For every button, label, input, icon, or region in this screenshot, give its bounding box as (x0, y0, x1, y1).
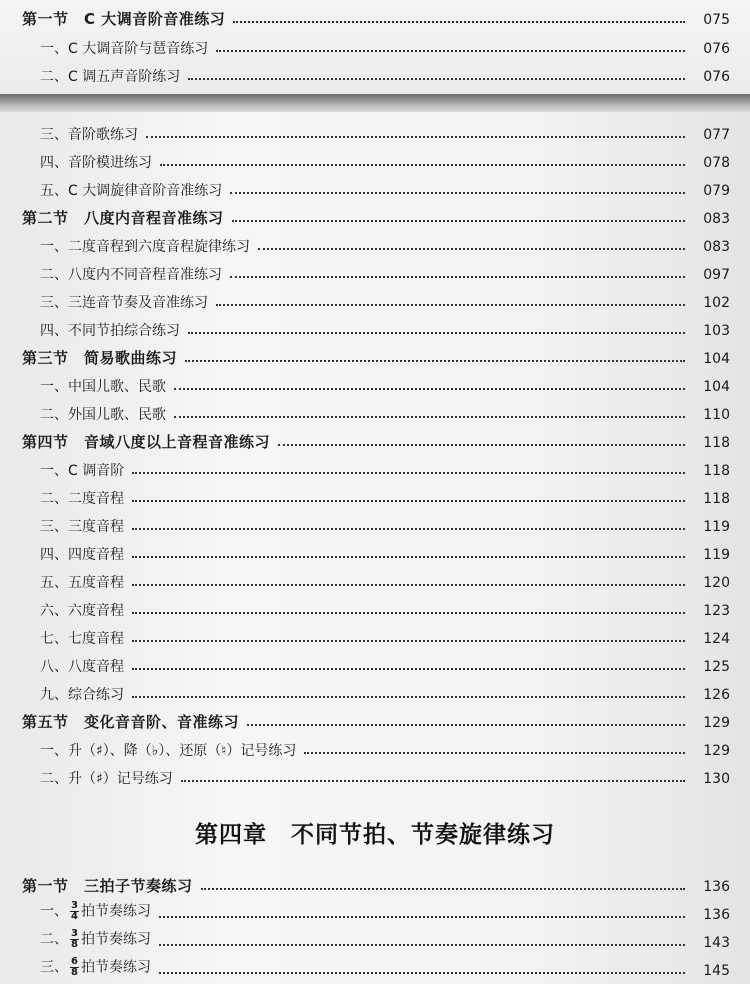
toc-entry-label: 五、五度音程 (40, 575, 124, 591)
toc-section-entry (0, 873, 750, 897)
dot-leader (304, 752, 685, 754)
toc-entry-text: 拍节奏练习 (80, 959, 151, 976)
dot-leader (132, 528, 685, 530)
time-signature-fraction (70, 929, 79, 950)
toc-subsection-entry (0, 373, 750, 397)
toc-entry-prefix: 二、 (40, 931, 68, 948)
dot-leader (159, 916, 685, 918)
toc-entry-label: 一、C 调音阶 (40, 463, 125, 479)
toc-subsection-entry (0, 901, 750, 925)
dot-leader (233, 21, 685, 23)
fraction-denominator: 8 (71, 939, 78, 950)
toc-subsection-entry (0, 569, 750, 593)
toc-section-entry (0, 205, 750, 229)
toc-subsection-entry (0, 401, 750, 425)
toc-subsection-entry (0, 625, 750, 649)
toc-entry-label (40, 929, 151, 950)
toc-entry-prefix: 一、 (40, 903, 68, 920)
dot-leader (232, 220, 685, 222)
toc-entry-label: 一、中国儿歌、民歌 (40, 379, 166, 395)
toc-entry-label: 二、八度内不同音程音准练习 (40, 267, 222, 283)
dot-leader (160, 164, 685, 166)
dot-leader (181, 780, 685, 782)
toc-page-number: 118 (703, 435, 730, 451)
toc-entry-label: 九、综合练习 (40, 687, 124, 703)
toc-page-number: 129 (703, 743, 730, 759)
toc-page-number: 120 (703, 575, 730, 591)
toc-entry-label: 三、音阶歌练习 (40, 127, 138, 143)
toc-page-number: 104 (703, 351, 730, 367)
toc-page-number: 129 (703, 715, 730, 731)
toc-page-number: 124 (703, 631, 730, 647)
toc-page-number: 078 (703, 155, 730, 171)
toc-subsection-entry (0, 35, 750, 59)
dot-leader (188, 78, 685, 80)
dot-leader (174, 388, 685, 390)
dot-leader (132, 668, 685, 670)
toc-entry-label: 第三节 简易歌曲练习 (22, 349, 178, 367)
dot-leader (132, 612, 685, 614)
fraction-numerator: 3 (71, 928, 78, 939)
toc-page-number: 143 (703, 935, 730, 951)
toc-subsection-entry (0, 177, 750, 201)
toc-entry-label: 三、三度音程 (40, 519, 124, 535)
toc-page-number: 125 (703, 659, 730, 675)
dot-leader (185, 360, 685, 362)
toc-entry-text: 拍节奏练习 (80, 903, 151, 920)
toc-subsection-entry (0, 653, 750, 677)
toc-subsection-entry (0, 317, 750, 341)
toc-entry-label: 一、C 大调音阶与琶音练习 (40, 41, 209, 57)
toc-subsection-entry (0, 929, 750, 953)
fraction-denominator: 4 (71, 911, 78, 922)
toc-entry-label: 第五节 变化音音阶、音准练习 (22, 713, 240, 731)
toc-page-number: 076 (703, 69, 730, 85)
fraction-numerator: 3 (71, 900, 78, 911)
fraction-numerator: 6 (71, 956, 78, 967)
toc-page-number: 110 (703, 407, 730, 423)
time-signature-fraction (70, 901, 79, 922)
toc-subsection-entry (0, 513, 750, 537)
toc-subsection-entry (0, 63, 750, 87)
toc-section-entry (0, 6, 750, 30)
toc-section-entry (0, 345, 750, 369)
dot-leader (230, 276, 685, 278)
dot-leader (201, 888, 685, 890)
dot-leader (146, 136, 685, 138)
toc-entry-label (40, 957, 151, 978)
toc-section-entry (0, 709, 750, 733)
dot-leader (132, 500, 685, 502)
toc-subsection-entry (0, 765, 750, 789)
dot-leader (159, 972, 685, 974)
toc-subsection-entry (0, 289, 750, 313)
toc-page-number: 136 (703, 907, 730, 923)
time-signature-fraction (70, 957, 79, 978)
toc-subsection-entry (0, 457, 750, 481)
dot-leader (258, 248, 685, 250)
toc-page-number: 118 (703, 463, 730, 479)
toc-entry-label: 四、音阶模进练习 (40, 155, 152, 171)
toc-entry-label: 四、不同节拍综合练习 (40, 323, 180, 339)
toc-page-number: 119 (703, 547, 730, 563)
toc-page-number: 123 (703, 603, 730, 619)
dot-leader (188, 332, 685, 334)
dot-leader (230, 192, 685, 194)
page-gutter-shadow (0, 94, 750, 112)
toc-page-number: 126 (703, 687, 730, 703)
toc-entry-label: 第四节 音域八度以上音程音准练习 (22, 433, 271, 451)
dot-leader (132, 472, 685, 474)
toc-subsection-entry (0, 597, 750, 621)
toc-subsection-entry (0, 149, 750, 173)
toc-subsection-entry (0, 737, 750, 761)
toc-entry-label (40, 901, 151, 922)
toc-subsection-entry (0, 485, 750, 509)
toc-page-number: 103 (703, 323, 730, 339)
toc-page-number: 130 (703, 771, 730, 787)
toc-page-number: 083 (703, 211, 730, 227)
toc-entry-label: 八、八度音程 (40, 659, 124, 675)
toc-entry-label: 二、外国儿歌、民歌 (40, 407, 166, 423)
toc-entry-label: 五、C 大调旋律音阶音准练习 (40, 183, 223, 199)
toc-page-number: 083 (703, 239, 730, 255)
dot-leader (132, 640, 685, 642)
toc-entry-label: 三、三连音节奏及音准练习 (40, 295, 208, 311)
toc-page-number: 076 (703, 41, 730, 57)
toc-page-number: 097 (703, 267, 730, 283)
dot-leader (216, 304, 685, 306)
toc-subsection-entry (0, 233, 750, 257)
toc-page-number: 075 (703, 12, 730, 28)
toc-section-entry (0, 429, 750, 453)
dot-leader (132, 556, 685, 558)
toc-entry-label: 六、六度音程 (40, 603, 124, 619)
toc-entry-label: 第一节 三拍子节奏练习 (22, 877, 193, 895)
dot-leader (174, 416, 685, 418)
dot-leader (159, 944, 685, 946)
toc-entry-label: 二、C 调五声音阶练习 (40, 69, 181, 85)
dot-leader (278, 444, 685, 446)
dot-leader (247, 724, 685, 726)
toc-subsection-entry (0, 957, 750, 981)
toc-entry-label: 四、四度音程 (40, 547, 124, 563)
toc-page-number: 136 (703, 879, 730, 895)
toc-entry-label: 第二节 八度内音程音准练习 (22, 209, 224, 227)
dot-leader (216, 50, 685, 52)
toc-page-number: 118 (703, 491, 730, 507)
toc-subsection-entry (0, 261, 750, 285)
toc-page-number: 145 (703, 963, 730, 979)
fraction-denominator: 8 (71, 967, 78, 978)
dot-leader (132, 696, 685, 698)
toc-entry-label: 一、升（♯）、降（♭）、还原（♮）记号练习 (40, 743, 297, 759)
toc-entry-label: 二、升（♯）记号练习 (40, 771, 173, 787)
toc-entry-text: 拍节奏练习 (80, 931, 151, 948)
toc-page-number: 079 (703, 183, 730, 199)
toc-subsection-entry (0, 681, 750, 705)
toc-subsection-entry (0, 541, 750, 565)
toc-entry-label: 二、二度音程 (40, 491, 124, 507)
toc-page-number: 102 (703, 295, 730, 311)
toc-page-number: 104 (703, 379, 730, 395)
toc-page-number: 119 (703, 519, 730, 535)
toc-entry-label: 七、七度音程 (40, 631, 124, 647)
toc-entry-label: 一、二度音程到六度音程旋律练习 (40, 239, 250, 255)
toc-entry-label: 第一节 C 大调音阶音准练习 (22, 10, 226, 28)
toc-subsection-entry (0, 121, 750, 145)
chapter-heading: 第四章 不同节拍、节奏旋律练习 (195, 821, 555, 848)
toc-page-number: 077 (703, 127, 730, 143)
dot-leader (132, 584, 685, 586)
toc-entry-prefix: 三、 (40, 959, 68, 976)
